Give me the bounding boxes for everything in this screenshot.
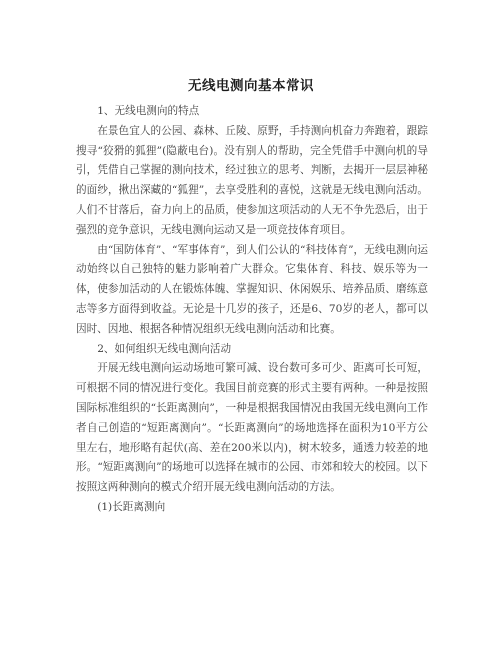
section-heading-2: 2、如何组织无线电测向活动: [97, 342, 232, 355]
paragraph-2: 由“国防体育”、“军事体育”，到人们公认的“科技体育”，无线电测向运动始终以自己独特的魅力影响着广大群众。它集体育、科技、娱乐等为一体，使参加活动的人在锻炼体魄、掌握知识、休闲娱乐、培养品质、磨练意志等多方面得到收益。无论是十几岁的孩子，还是6、70岁的老人，都可以因时、因地、根据各种情况组织无线电测向活动和比赛。: [76, 243, 428, 335]
paragraph-1: 在景色宜人的公园、森林、丘陵、原野，手持测向机奋力奔跑着，跟踪搜寻“狡猾的狐狸”(隐蔽电台)。没有别人的帮助，完全凭借手中测向机的导引，凭借自己掌握的测向技术，经过独立的思考、判断，去揭开一层层神秘的面纱，揪出深藏的“狐狸”，去享受胜利的喜悦，这就是无线电测向活动。人们不甘落后，奋力向上的品质，使参加这项活动的人无不争先恐后，出于强烈的竞争意识，无线电测向运动又是一项竞技体育项目。: [76, 124, 428, 236]
subsection-heading-1: (1)长距离测向: [97, 500, 166, 513]
paragraph-3: 开展无线电测向运动场地可繁可减、设台数可多可少、距离可长可短，可根据不同的情况进行变化。我国目前竞赛的形式主要有两种。一种是按照国际标准组织的“长距离测向”，一种是根据我国情况由我国无线电测向工作者自己创造的“短距离测向”。“长距离测向”的场地选择在面积为10平方公里左右，地形略有起伏(高、差在200米以内)，树木较多，通透力较差的地形。“短距离测向”的场地可以选择在城市的公园、市郊和较大的校园。以下按照这两种测向的模式介绍开展无线电测向活动的方法。: [76, 362, 428, 494]
section-heading-1: 1、无线电测向的特点: [97, 105, 200, 117]
document-title: 无线电测向基本常识: [188, 78, 314, 94]
document-body: [76, 102, 428, 518]
